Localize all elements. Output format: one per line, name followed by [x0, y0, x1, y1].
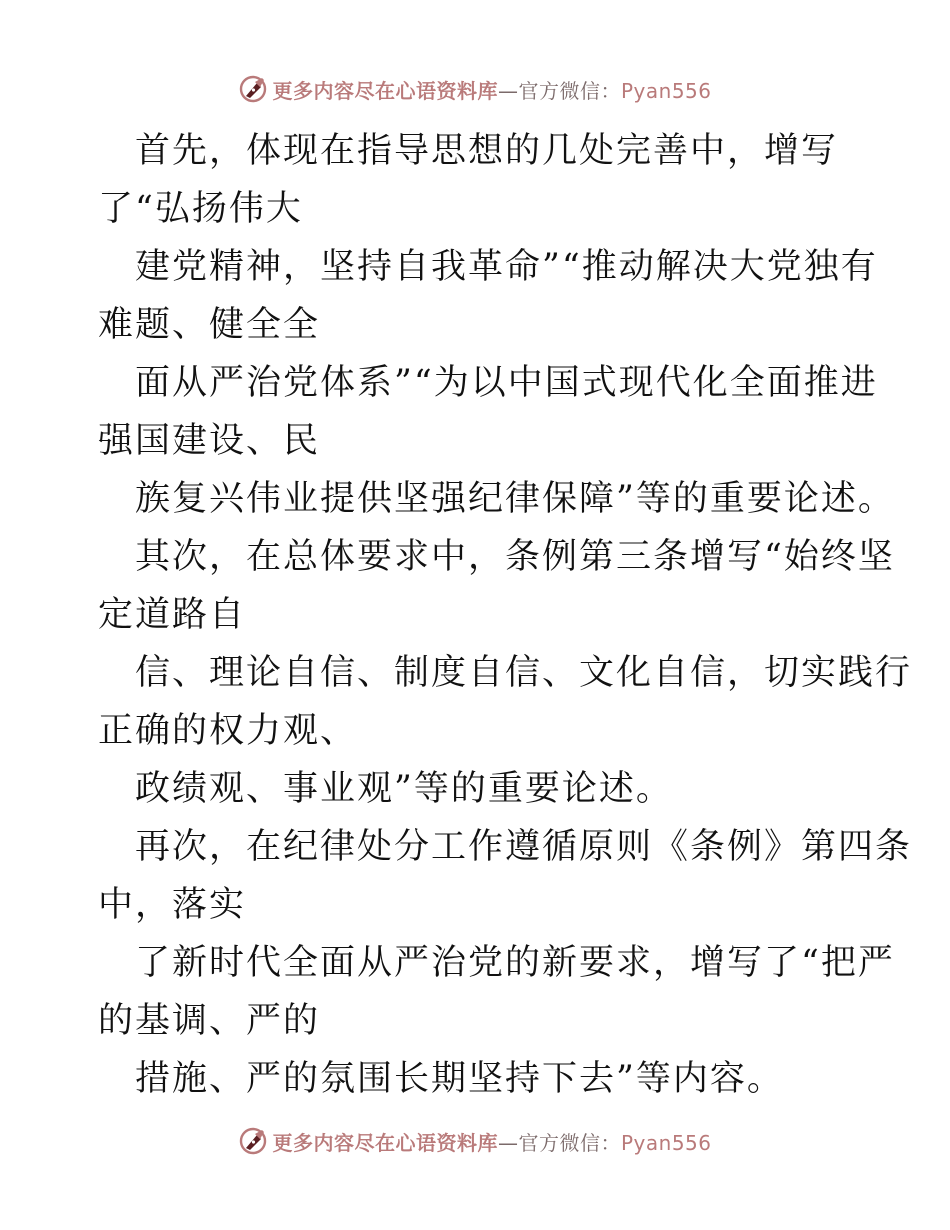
text-line: 了新时代全面从严治党的新要求，增写了“把严 — [135, 943, 895, 983]
text-line: 强国建设、民 — [98, 421, 321, 461]
pen-nib-logo-icon — [238, 74, 268, 104]
text-line: 建党精神，坚持自我革命”“推动解决大党独有 — [135, 247, 878, 287]
text-line: 定道路自 — [98, 595, 247, 635]
text-line: 首先，体现在指导思想的几处完善中，增写 — [135, 131, 839, 171]
text-line: 的基调、严的 — [98, 1001, 321, 1041]
text-line: 了“弘扬伟大 — [98, 189, 303, 229]
text-line: 政绩观、事业观”等的重要论述。 — [135, 769, 673, 809]
footer-banner — [0, 1128, 950, 1158]
text-line: 措施、严的氛围长期坚持下去”等内容。 — [135, 1059, 784, 1099]
footer-wechat-id: Pyan556 — [620, 1131, 712, 1155]
header-brand-text: 更多内容尽在心语资料库 — [272, 79, 498, 103]
text-line: 族复兴伟业提供坚强纪律保障”等的重要论述。 — [135, 479, 895, 519]
header-banner — [0, 76, 950, 106]
text-line: 信、理论自信、制度自信、文化自信，切实践行 — [135, 653, 913, 693]
text-line: 正确的权力观、 — [98, 711, 358, 751]
text-line: 再次，在纪律处分工作遵循原则《条例》第四条 — [135, 827, 913, 867]
footer-separator-text: —官方微信： — [497, 1131, 621, 1155]
text-line: 其次，在总体要求中，条例第三条增写“始终坚 — [135, 537, 895, 577]
text-line: 难题、健全全 — [98, 305, 321, 345]
header-wechat-id: Pyan556 — [620, 79, 712, 103]
body-text — [98, 122, 913, 1108]
text-line: 面从严治党体系”“为以中国式现代化全面推进 — [135, 363, 878, 403]
pen-nib-logo-icon — [238, 1126, 268, 1156]
header-separator-text: —官方微信： — [497, 79, 621, 103]
footer-brand-text: 更多内容尽在心语资料库 — [272, 1131, 498, 1155]
text-line: 中，落实 — [98, 885, 247, 925]
